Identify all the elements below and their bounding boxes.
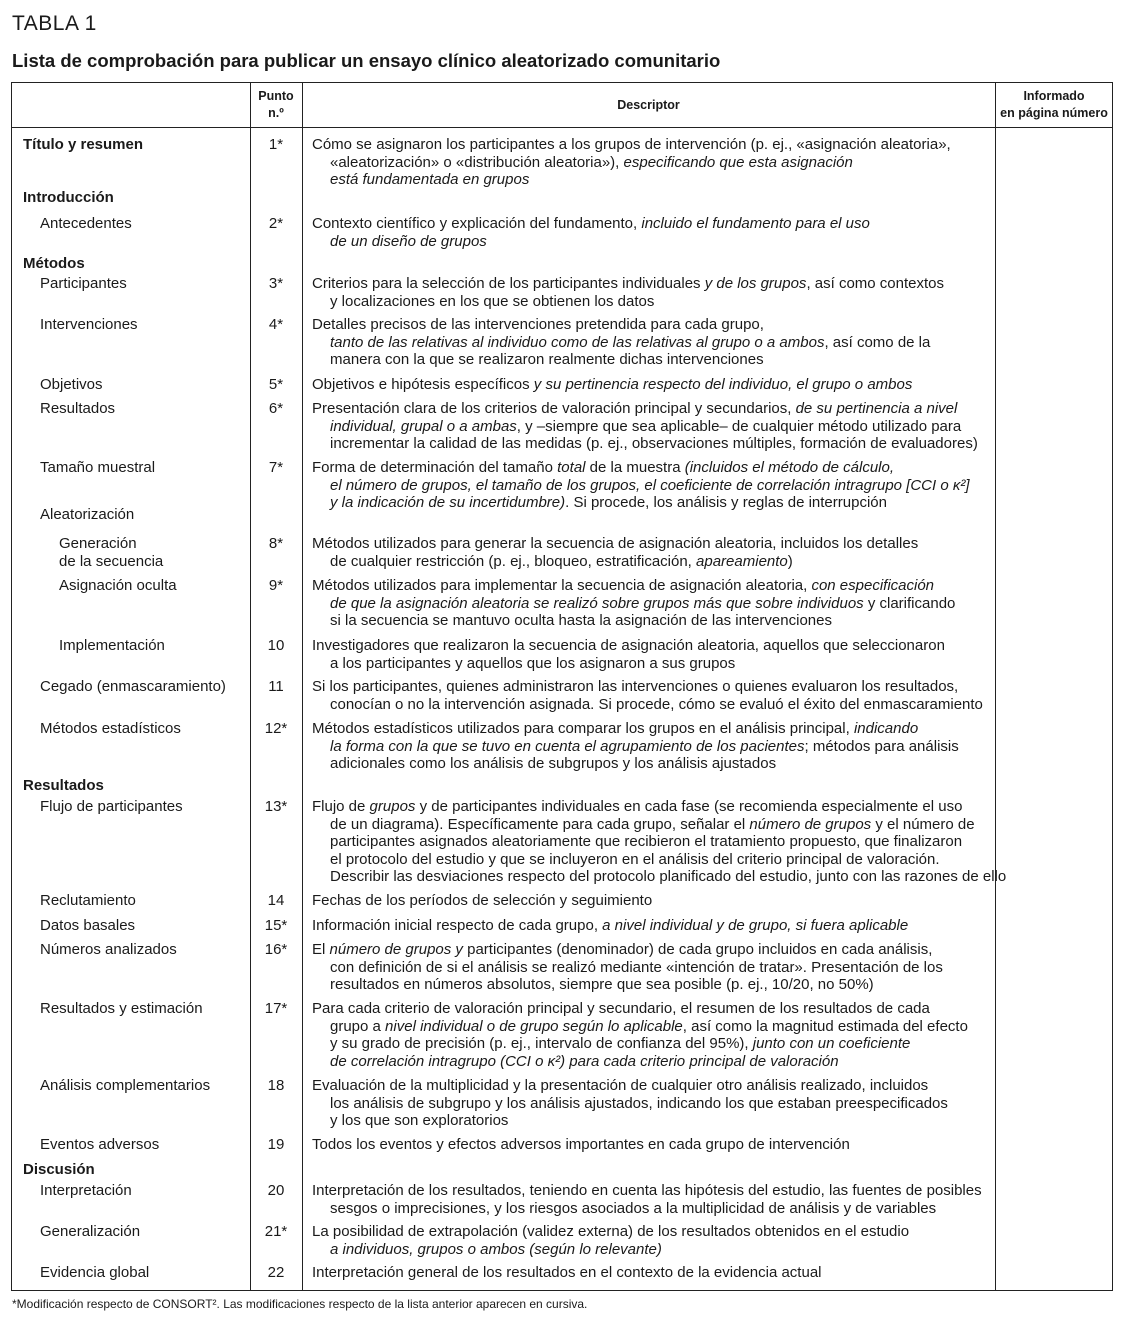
row-label: Números analizados <box>40 941 177 958</box>
item-number: 14 <box>267 892 285 909</box>
descriptor: Métodos estadísticos utilizados para comparar los grupos en el análisis principal, indicando la forma con la que se tuvo en cuenta el agrupamiento de los pacientes; métodos para análisis adicionales como los análisis de subgrupos y los análisis ajustados <box>312 720 959 773</box>
descriptor: La posibilidad de extrapolación (validez externa) de los resultados obtenidos en el estudio a individuos, grupos o ambos (según lo relevante) <box>312 1223 910 1258</box>
descriptor: Detalles precisos de las intervenciones pretendida para cada grupo, tanto de las relativas al individuo como de las relativas al grupo o a ambos, así como de la manera con la que se realizaron realmente dichas intervenciones <box>312 316 931 369</box>
descriptor: Evaluación de la multiplicidad y la presentación de cualquier otro análisis realizado, incluidos los análisis de subgrupo y los análisis ajustados, indicando los que estaban preespecificados y los que son exploratorios <box>312 1077 948 1130</box>
item-number: 18 <box>267 1077 285 1094</box>
descriptor: Fechas de los períodos de selección y seguimiento <box>312 892 653 909</box>
item-number: 8* <box>268 535 284 552</box>
item-number: 1* <box>268 136 284 153</box>
descriptor: Cómo se asignaron los participantes a los grupos de intervención (p. ej., «asignación aleatoria», «aleatorización» o «distribución aleatoria»), especificando que esta asignación está fundamentada en grupos <box>312 136 951 189</box>
section-heading: Métodos <box>23 255 85 272</box>
section-heading: Título y resumen <box>23 136 144 153</box>
header-descriptor: Descriptor <box>617 97 680 112</box>
descriptor: Si los participantes, quienes administraron las intervenciones o quienes evaluaron los resultados, conocían o no la intervención asignada. Si procede, cómo se evaluó el éxito del enmascaramiento <box>312 678 983 713</box>
item-number: 12* <box>264 720 288 737</box>
descriptor: Objetivos e hipótesis específicos y su pertinencia respecto del individuo, el grupo o ambos <box>312 376 913 393</box>
item-number: 7* <box>268 459 284 476</box>
item-number: 3* <box>268 275 284 292</box>
descriptor: Todos los eventos y efectos adversos importantes en cada grupo de intervención <box>312 1136 850 1153</box>
descriptor: El número de grupos y participantes (denominador) de cada grupo incluidos en cada análisis, con definición de si el análisis se realizó mediante «intención de tratar». Presentación de los resultados en números absolutos, siempre que sea posible (p. ej., 10/20, no 50%) <box>312 941 943 994</box>
row-label: Participantes <box>40 275 127 292</box>
item-number: 20 <box>267 1182 285 1199</box>
row-label: Generalización <box>40 1223 141 1240</box>
descriptor: Flujo de grupos y de participantes individuales en cada fase (se recomienda especialmente el uso de un diagrama). Específicamente para cada grupo, señalar el número de grupos y el número de participantes asignados aleatoriamente que recibieron el tratamiento propuesto, que finalizaron el protocolo del estudio y que se incluyeron en el análisis del criterio principal de valoración. Describir las desviaciones respecto del protocolo planificado del estudio, junto con las razones de ello <box>312 798 1007 886</box>
table-label: TABLA 1 <box>12 12 97 35</box>
row-label: Generación de la secuencia <box>59 535 164 570</box>
row-label: Aleatorización <box>40 506 135 523</box>
header-item-number: Punto n.º <box>258 89 294 120</box>
row-label: Intervenciones <box>40 316 138 333</box>
row-label: Interpretación <box>40 1182 132 1199</box>
section-heading: Discusión <box>23 1161 95 1178</box>
descriptor: Para cada criterio de valoración principal y secundario, el resumen de los resultados de cada grupo a nivel individual o de grupo según lo aplicable, así como la magnitud estimada del efecto y su grado de precisión (p. ej., intervalo de confianza del 95%), junto con un coeficiente de correlación intragrupo (CCI o κ²) para cada criterio principal de valoración <box>312 1000 968 1070</box>
row-label: Asignación oculta <box>59 577 177 594</box>
descriptor: Métodos utilizados para generar la secuencia de asignación aleatoria, incluidos los detalles de cualquier restricción (p. ej., bloqueo, estratificación, apareamiento) <box>312 535 919 570</box>
item-number: 22 <box>267 1264 285 1281</box>
row-label: Reclutamiento <box>40 892 136 909</box>
table-caption: Lista de comprobación para publicar un ensayo clínico aleatorizado comunitario <box>12 50 721 71</box>
row-label: Eventos adversos <box>40 1136 160 1153</box>
row-label: Resultados y estimación <box>40 1000 203 1017</box>
item-number: 9* <box>268 577 284 594</box>
header-divider <box>12 127 1112 128</box>
column-divider <box>302 83 303 1290</box>
item-number: 13* <box>264 798 288 815</box>
item-number: 2* <box>268 215 284 232</box>
descriptor: Interpretación general de los resultados en el contexto de la evidencia actual <box>312 1264 822 1281</box>
descriptor: Métodos utilizados para implementar la secuencia de asignación aleatoria, con especificación de que la asignación aleatoria se realizó sobre grupos más que sobre individuos y clarificando si la secuencia se mantuvo oculta hasta la asignación de las intervenciones <box>312 577 956 630</box>
descriptor: Criterios para la selección de los participantes individuales y de los grupos, así como contextos y localizaciones en los que se obtienen los datos <box>312 275 945 310</box>
descriptor: Información inicial respecto de cada grupo, a nivel individual y de grupo, si fuera aplicable <box>312 917 909 934</box>
checklist-table <box>11 82 1113 1291</box>
descriptor: Investigadores que realizaron la secuencia de asignación aleatoria, aquellos que seleccionaron a los participantes y aquellos que los asignaron a sus grupos <box>312 637 945 672</box>
footnote: *Modificación respecto de CONSORT². Las modificaciones respecto de la lista anterior aparecen en cursiva. <box>12 1297 588 1311</box>
row-label: Métodos estadísticos <box>40 720 181 737</box>
descriptor: Presentación clara de los criterios de valoración principal y secundarios, de su pertinencia a nivel individual, grupal o a ambas, y –siempre que sea aplicable– de cualquier método utilizado para incrementar la calidad de las medidas (p. ej., observaciones múltiples, formación de evaluadores) <box>312 400 978 453</box>
item-number: 21* <box>264 1223 288 1240</box>
row-label: Implementación <box>59 637 165 654</box>
row-label: Análisis complementarios <box>40 1077 211 1094</box>
item-number: 17* <box>264 1000 288 1017</box>
header-page-number: Informado en página número <box>1000 89 1108 120</box>
row-label: Cegado (enmascaramiento) <box>40 678 226 695</box>
item-number: 19 <box>267 1136 285 1153</box>
row-label: Datos basales <box>40 917 136 934</box>
item-number: 4* <box>268 316 284 333</box>
row-label: Evidencia global <box>40 1264 150 1281</box>
descriptor: Contexto científico y explicación del fundamento, incluido el fundamento para el uso de un diseño de grupos <box>312 215 870 250</box>
section-heading: Introducción <box>23 189 114 206</box>
section-heading: Resultados <box>23 777 104 794</box>
item-number: 6* <box>268 400 284 417</box>
item-number: 5* <box>268 376 284 393</box>
descriptor: Interpretación de los resultados, teniendo en cuenta las hipótesis del estudio, las fuentes de posibles sesgos o imprecisiones, y los riesgos asociados a la multiplicidad de análisis y de variables <box>312 1182 982 1217</box>
row-label: Tamaño muestral <box>40 459 156 476</box>
row-label: Flujo de participantes <box>40 798 183 815</box>
item-number: 11 <box>268 678 284 695</box>
item-number: 10 <box>267 637 285 654</box>
item-number: 15* <box>264 917 288 934</box>
row-label: Objetivos <box>40 376 103 393</box>
row-label: Antecedentes <box>40 215 132 232</box>
descriptor: Forma de determinación del tamaño total de la muestra (incluidos el método de cálculo, el número de grupos, el tamaño de los grupos, el coeficiente de correlación intragrupo [CCI o κ²] y la indicación de su incertidumbre). Si procede, los análisis y reglas de interrupción <box>312 459 970 512</box>
item-number: 16* <box>264 941 288 958</box>
row-label: Resultados <box>40 400 116 417</box>
